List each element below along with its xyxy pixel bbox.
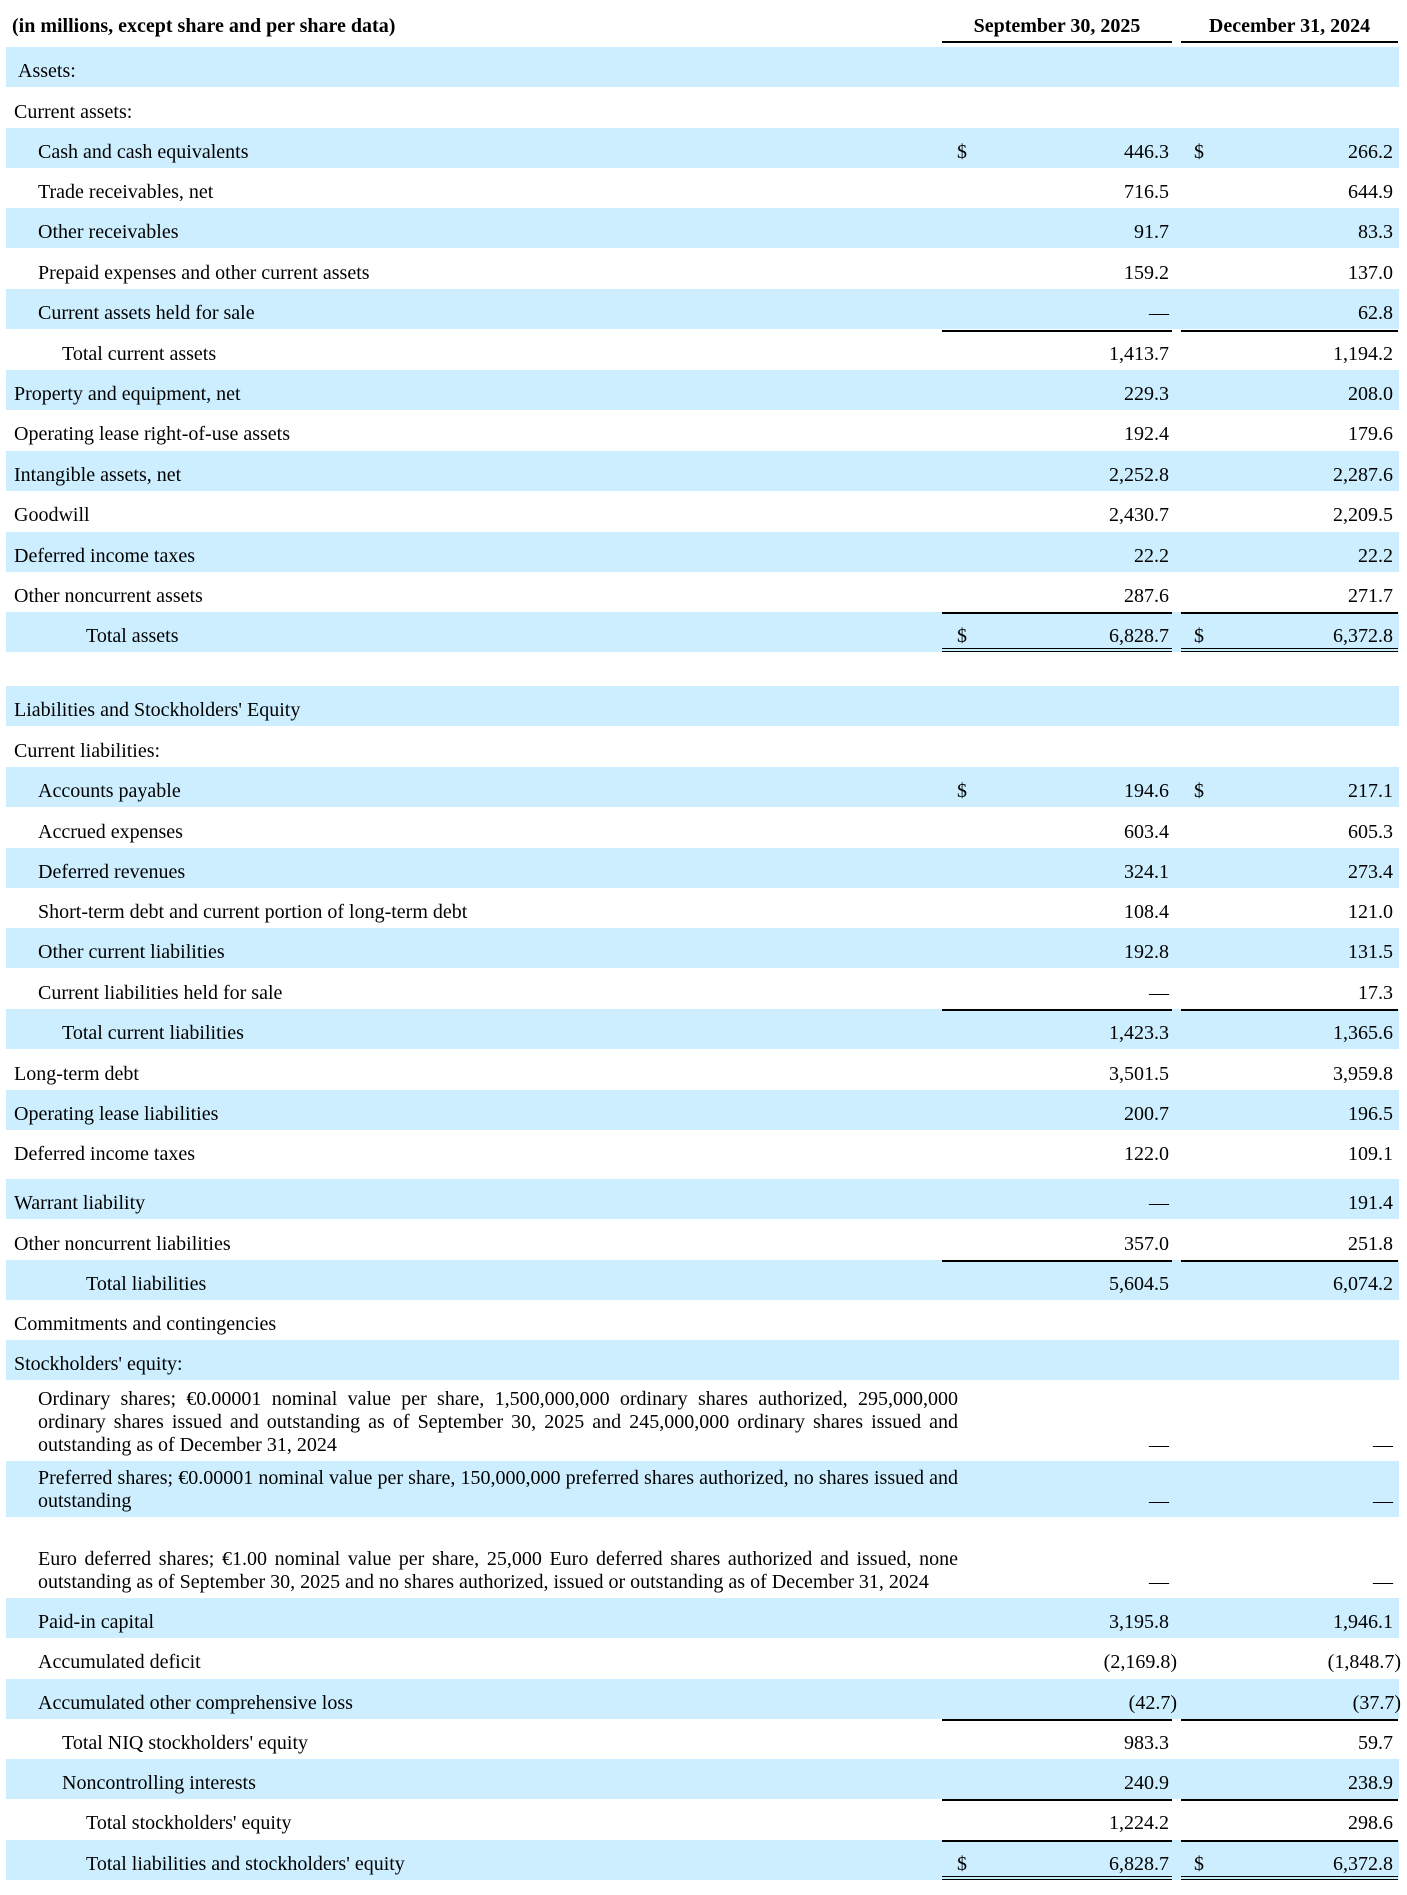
- amount: 22.2: [1358, 545, 1393, 567]
- value-dec-2024: [1186, 1852, 1393, 1876]
- table-row: [6, 727, 1399, 767]
- value-dec-2024: [1186, 820, 1393, 844]
- amount: 2,430.7: [1109, 504, 1169, 526]
- table-row: [6, 1719, 1399, 1759]
- value-dec-2024: [1186, 1062, 1393, 1086]
- row-label: Other current liabilities: [38, 941, 225, 963]
- row-label: Accrued expenses: [38, 821, 183, 843]
- row-label: Current liabilities:: [14, 740, 161, 762]
- row-label: Current assets:: [14, 101, 133, 123]
- row-label: Accounts payable: [38, 780, 181, 802]
- amount: (42.7): [1128, 1692, 1177, 1714]
- value-dec-2024: [1186, 739, 1393, 763]
- value-sep-2025: [949, 779, 1169, 803]
- row-label: Deferred income taxes: [14, 545, 196, 567]
- amount: (37.7): [1352, 1692, 1401, 1714]
- row-label: Current assets held for sale: [38, 302, 255, 324]
- row-label: Deferred revenues: [38, 861, 186, 883]
- value-sep-2025: [949, 1650, 1177, 1674]
- table-row: [6, 848, 1399, 888]
- column-header-sep-2025: September 30, 2025: [942, 14, 1172, 43]
- value-dec-2024: [1186, 1570, 1393, 1594]
- amount: 191.4: [1348, 1192, 1393, 1214]
- amount: 251.8: [1348, 1233, 1393, 1255]
- row-label: Stockholders' equity:: [14, 1353, 183, 1375]
- table-row: [6, 128, 1399, 168]
- value-sep-2025: [949, 1232, 1169, 1256]
- row-label: Total assets: [86, 625, 179, 647]
- amount: —: [1149, 1490, 1169, 1512]
- amount: 179.6: [1348, 423, 1393, 445]
- value-sep-2025: [949, 1312, 1169, 1336]
- table-row: [6, 208, 1399, 248]
- table-row: [6, 888, 1399, 928]
- row-label: Total NIQ stockholders' equity: [62, 1732, 309, 1754]
- row-label: Cash and cash equivalents: [38, 141, 249, 163]
- amount: 192.4: [1124, 423, 1169, 445]
- currency-symbol: $: [1194, 1853, 1204, 1875]
- value-dec-2024: [1186, 1191, 1393, 1215]
- table-row: [6, 1638, 1399, 1678]
- amount: —: [1149, 1571, 1169, 1593]
- amount: (2,169.8): [1103, 1651, 1177, 1673]
- value-dec-2024: [1186, 1142, 1393, 1166]
- value-sep-2025: [949, 1489, 1169, 1513]
- amount: 83.3: [1358, 221, 1393, 243]
- value-dec-2024: [1186, 584, 1393, 608]
- currency-symbol: $: [1194, 625, 1204, 647]
- amount: —: [1149, 1434, 1169, 1456]
- value-dec-2024: [1186, 981, 1393, 1005]
- amount: 196.5: [1348, 1103, 1393, 1125]
- value-sep-2025: [949, 981, 1169, 1005]
- value-dec-2024: [1186, 1691, 1401, 1715]
- amount: —: [1373, 1490, 1393, 1512]
- table-row: [6, 289, 1399, 329]
- table-row: [6, 1381, 1399, 1461]
- row-label: Other noncurrent assets: [14, 585, 203, 607]
- value-sep-2025: [949, 860, 1169, 884]
- amount: 238.9: [1348, 1772, 1393, 1794]
- currency-symbol: $: [957, 141, 967, 163]
- table-row: [6, 1179, 1399, 1219]
- value-sep-2025: [949, 1272, 1169, 1296]
- value-dec-2024: [1186, 1433, 1393, 1457]
- table-row: [6, 1260, 1399, 1300]
- row-label: Liabilities and Stockholders' Equity: [14, 699, 301, 721]
- value-dec-2024: [1186, 463, 1393, 487]
- row-label: Paid-in capital: [38, 1611, 155, 1633]
- amount: 324.1: [1124, 861, 1169, 883]
- value-sep-2025: [949, 698, 1169, 722]
- table-row: [6, 969, 1399, 1009]
- value-dec-2024: [1186, 1021, 1393, 1045]
- value-dec-2024: [1186, 900, 1393, 924]
- table-row: [6, 1461, 1399, 1517]
- amount: —: [1149, 1192, 1169, 1214]
- value-sep-2025: [949, 463, 1169, 487]
- currency-symbol: $: [1194, 141, 1204, 163]
- value-dec-2024: [1186, 100, 1393, 124]
- units-heading: (in millions, except share and per share data): [12, 15, 396, 37]
- value-sep-2025: [949, 220, 1169, 244]
- value-dec-2024: [1186, 180, 1393, 204]
- table-row: [6, 1090, 1399, 1130]
- amount: 3,501.5: [1109, 1063, 1169, 1085]
- value-dec-2024: [1186, 1232, 1393, 1256]
- amount: 446.3: [1124, 141, 1169, 163]
- row-label: Other receivables: [38, 221, 179, 243]
- amount: 6,828.7: [1109, 1853, 1169, 1875]
- table-row: [6, 928, 1399, 968]
- value-dec-2024: [1186, 940, 1393, 964]
- amount: 122.0: [1124, 1143, 1169, 1165]
- value-dec-2024: [1186, 503, 1393, 527]
- value-sep-2025: [949, 100, 1169, 124]
- amount: 194.6: [1124, 780, 1169, 802]
- row-label: Noncontrolling interests: [62, 1772, 256, 1794]
- amount: 109.1: [1348, 1143, 1393, 1165]
- amount: 357.0: [1124, 1233, 1169, 1255]
- amount: 91.7: [1134, 221, 1169, 243]
- value-sep-2025: [949, 1142, 1169, 1166]
- amount: 2,252.8: [1109, 464, 1169, 486]
- row-label: Operating lease right-of-use assets: [14, 423, 291, 445]
- amount: 298.6: [1348, 1812, 1393, 1834]
- value-dec-2024: [1186, 698, 1393, 722]
- value-dec-2024: [1186, 1771, 1393, 1795]
- row-label: Ordinary shares; €0.00001 nominal value per share, 1,500,000,000 ordinary shares authorized, 295,000,000 ordinary shares issued and outstanding as of September 30, 2025 and 245,000,000 ordinary shares issued and outstanding as of December 31, 2024: [38, 1388, 958, 1456]
- value-sep-2025: [949, 180, 1169, 204]
- table-row: [6, 370, 1399, 410]
- value-sep-2025: [949, 1062, 1169, 1086]
- row-label: Prepaid expenses and other current assets: [38, 262, 370, 284]
- value-sep-2025: [949, 59, 1169, 83]
- amount: 200.7: [1124, 1103, 1169, 1125]
- row-label: Property and equipment, net: [14, 383, 241, 405]
- value-dec-2024: [1186, 422, 1393, 446]
- table-row: [6, 410, 1399, 450]
- row-label: Assets:: [18, 60, 76, 82]
- amount: —: [1373, 1571, 1393, 1593]
- value-sep-2025: [949, 1691, 1177, 1715]
- value-dec-2024: [1186, 220, 1393, 244]
- value-sep-2025: [949, 624, 1169, 648]
- amount: 1,194.2: [1333, 343, 1393, 365]
- table-row: [6, 1009, 1399, 1049]
- value-sep-2025: [949, 342, 1169, 366]
- table-row: [6, 572, 1399, 612]
- row-label: Deferred income taxes: [14, 1143, 196, 1165]
- amount: 1,946.1: [1333, 1611, 1393, 1633]
- amount: 17.3: [1358, 982, 1393, 1004]
- table-row: [6, 612, 1399, 652]
- value-sep-2025: [949, 900, 1169, 924]
- value-sep-2025: [949, 1811, 1169, 1835]
- value-sep-2025: [949, 1771, 1169, 1795]
- table-row: [6, 47, 1399, 87]
- value-sep-2025: [949, 1021, 1169, 1045]
- amount: 3,195.8: [1109, 1611, 1169, 1633]
- row-label: Total current assets: [62, 343, 217, 365]
- table-row: [6, 1799, 1399, 1839]
- amount: 6,074.2: [1333, 1273, 1393, 1295]
- amount: 159.2: [1124, 262, 1169, 284]
- row-label: Total liabilities: [86, 1273, 207, 1295]
- amount: 5,604.5: [1109, 1273, 1169, 1295]
- row-label: Intangible assets, net: [14, 464, 182, 486]
- table-row: [6, 686, 1399, 726]
- amount: 6,372.8: [1333, 625, 1393, 647]
- table-row: [6, 451, 1399, 491]
- amount: 716.5: [1124, 181, 1169, 203]
- amount: 137.0: [1348, 262, 1393, 284]
- row-label: Total current liabilities: [62, 1022, 244, 1044]
- amount: 2,287.6: [1333, 464, 1393, 486]
- value-dec-2024: [1186, 860, 1393, 884]
- row-label: Total stockholders' equity: [86, 1812, 292, 1834]
- value-dec-2024: [1186, 1811, 1393, 1835]
- value-sep-2025: [949, 544, 1169, 568]
- row-label: Long-term debt: [14, 1063, 139, 1085]
- currency-symbol: $: [1194, 780, 1204, 802]
- value-dec-2024: [1186, 301, 1393, 325]
- row-label: Warrant liability: [14, 1192, 146, 1214]
- value-sep-2025: [949, 1610, 1169, 1634]
- amount: 271.7: [1348, 585, 1393, 607]
- amount: 2,209.5: [1333, 504, 1393, 526]
- value-dec-2024: [1186, 1312, 1393, 1336]
- value-dec-2024: [1186, 261, 1393, 285]
- amount: 644.9: [1348, 181, 1393, 203]
- table-row: [6, 1340, 1399, 1380]
- value-sep-2025: [949, 301, 1169, 325]
- row-label: Preferred shares; €0.00001 nominal value per share, 150,000,000 preferred shares authorized, no shares issued and outstanding: [38, 1467, 958, 1512]
- value-sep-2025: [949, 1352, 1169, 1376]
- table-row: [6, 808, 1399, 848]
- amount: 1,365.6: [1333, 1022, 1393, 1044]
- amount: 240.9: [1124, 1772, 1169, 1794]
- amount: 1,413.7: [1109, 343, 1169, 365]
- value-dec-2024: [1186, 140, 1393, 164]
- column-header-dec-2024: December 31, 2024: [1181, 14, 1398, 43]
- row-label: Short-term debt and current portion of long-term debt: [38, 901, 468, 923]
- row-label: Current liabilities held for sale: [38, 982, 283, 1004]
- table-row: [6, 1840, 1399, 1880]
- amount: 273.4: [1348, 861, 1393, 883]
- amount: —: [1149, 982, 1169, 1004]
- amount: —: [1373, 1434, 1393, 1456]
- value-sep-2025: [949, 503, 1169, 527]
- table-row: [6, 168, 1399, 208]
- table-row: [6, 330, 1399, 370]
- value-dec-2024: [1186, 544, 1393, 568]
- amount: 131.5: [1348, 941, 1393, 963]
- row-label: Operating lease liabilities: [14, 1103, 219, 1125]
- amount: 217.1: [1348, 780, 1393, 802]
- value-sep-2025: [949, 940, 1169, 964]
- value-dec-2024: [1186, 1731, 1393, 1755]
- amount: 62.8: [1358, 302, 1393, 324]
- value-dec-2024: [1186, 1352, 1393, 1376]
- amount: 208.0: [1348, 383, 1393, 405]
- currency-symbol: $: [957, 780, 967, 802]
- row-label: Euro deferred shares; €1.00 nominal value per share, 25,000 Euro deferred shares authorized and issued, none outstanding as of September 30, 2025 and no shares authorized, issued or outstanding as of December 31, 2024: [38, 1548, 958, 1593]
- value-dec-2024: [1186, 342, 1393, 366]
- amount: 287.6: [1124, 585, 1169, 607]
- table-row: [6, 767, 1399, 807]
- amount: —: [1149, 302, 1169, 324]
- table-row: [6, 1598, 1399, 1638]
- amount: 108.4: [1124, 901, 1169, 923]
- currency-symbol: $: [957, 625, 967, 647]
- amount: (1,848.7): [1327, 1651, 1401, 1673]
- value-sep-2025: [949, 1731, 1169, 1755]
- table-row: [6, 1130, 1399, 1170]
- value-sep-2025: [949, 1433, 1169, 1457]
- amount: 192.8: [1124, 941, 1169, 963]
- value-sep-2025: [949, 422, 1169, 446]
- row-label: Other noncurrent liabilities: [14, 1233, 231, 1255]
- value-dec-2024: [1186, 624, 1393, 648]
- amount: 6,372.8: [1333, 1853, 1393, 1875]
- row-label: Accumulated other comprehensive loss: [38, 1692, 353, 1714]
- table-row: [6, 1759, 1399, 1799]
- amount: 266.2: [1348, 141, 1393, 163]
- amount: 603.4: [1124, 821, 1169, 843]
- amount: 3,959.8: [1333, 1063, 1393, 1085]
- value-sep-2025: [949, 382, 1169, 406]
- amount: 121.0: [1348, 901, 1393, 923]
- value-dec-2024: [1186, 1102, 1393, 1126]
- amount: 22.2: [1134, 545, 1169, 567]
- value-dec-2024: [1186, 1489, 1393, 1513]
- value-sep-2025: [949, 1852, 1169, 1876]
- currency-symbol: $: [957, 1853, 967, 1875]
- value-sep-2025: [949, 1102, 1169, 1126]
- row-label: Goodwill: [14, 504, 90, 526]
- amount: 59.7: [1358, 1732, 1393, 1754]
- value-sep-2025: [949, 1570, 1169, 1594]
- value-sep-2025: [949, 584, 1169, 608]
- table-row: [6, 1517, 1399, 1598]
- table-row: [6, 1220, 1399, 1260]
- amount: 6,828.7: [1109, 625, 1169, 647]
- row-label: Total liabilities and stockholders' equity: [86, 1853, 405, 1875]
- table-row: [6, 1679, 1399, 1719]
- value-dec-2024: [1186, 382, 1393, 406]
- value-sep-2025: [949, 739, 1169, 763]
- row-label: Trade receivables, net: [38, 181, 214, 203]
- amount: 229.3: [1124, 383, 1169, 405]
- table-row: [6, 88, 1399, 128]
- value-sep-2025: [949, 261, 1169, 285]
- row-label: Commitments and contingencies: [14, 1313, 277, 1335]
- value-sep-2025: [949, 1191, 1169, 1215]
- amount: 1,423.3: [1109, 1022, 1169, 1044]
- value-dec-2024: [1186, 779, 1393, 803]
- value-dec-2024: [1186, 59, 1393, 83]
- value-sep-2025: [949, 820, 1169, 844]
- value-dec-2024: [1186, 1272, 1393, 1296]
- amount: 1,224.2: [1109, 1812, 1169, 1834]
- table-row: [6, 532, 1399, 572]
- amount: 983.3: [1124, 1732, 1169, 1754]
- value-sep-2025: [949, 140, 1169, 164]
- row-label: Accumulated deficit: [38, 1651, 201, 1673]
- table-row: [6, 491, 1399, 531]
- value-dec-2024: [1186, 1610, 1393, 1634]
- table-row: [6, 1300, 1399, 1340]
- value-dec-2024: [1186, 1650, 1401, 1674]
- table-row: [6, 1050, 1399, 1090]
- table-row: [6, 249, 1399, 289]
- amount: 605.3: [1348, 821, 1393, 843]
